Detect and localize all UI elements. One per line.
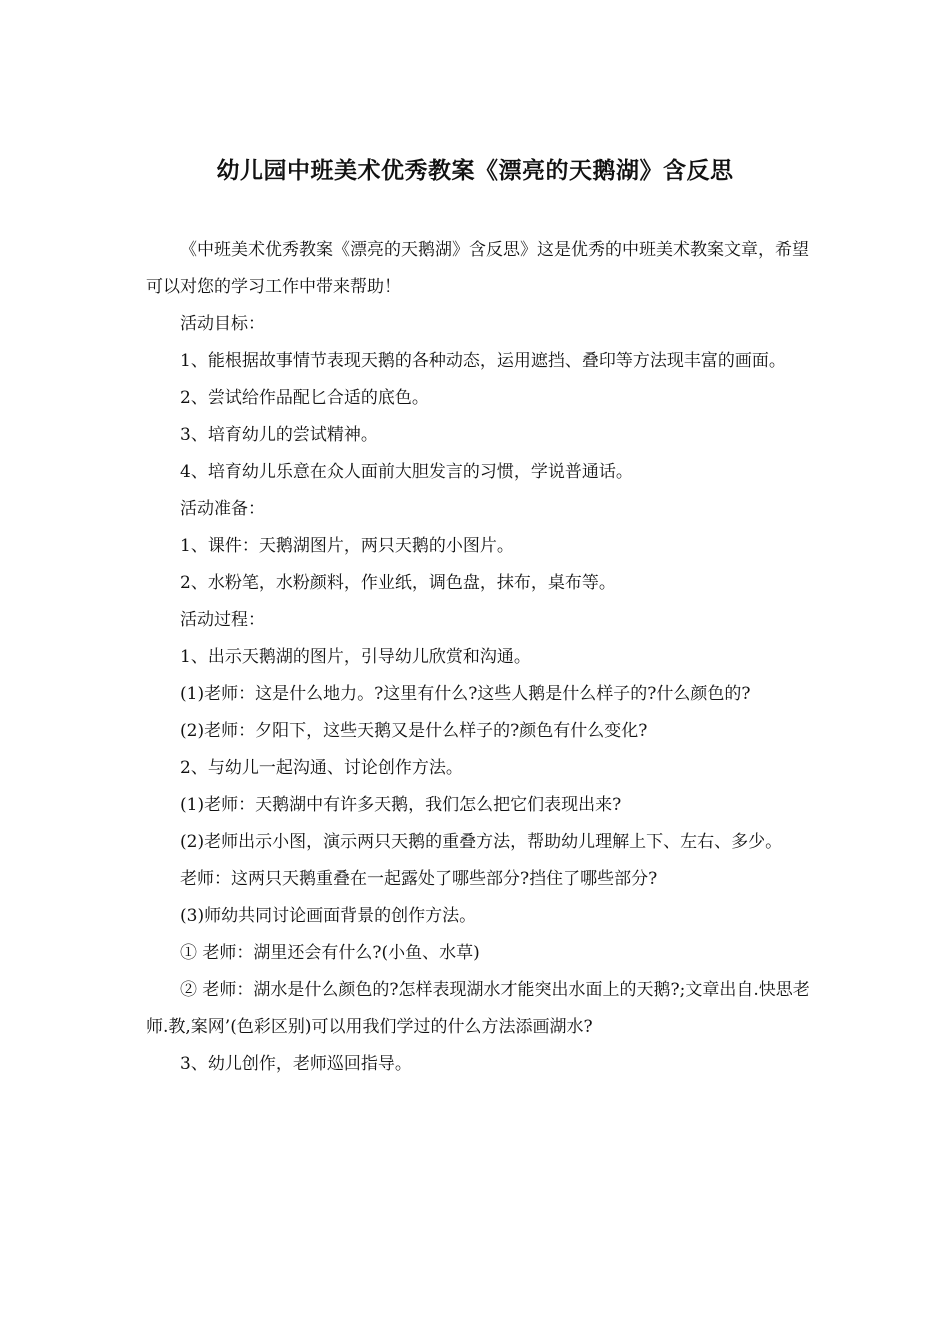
- paragraph-goal-4: 4、培育幼儿乐意在众人面前大胆发言的习惯，学说普通话。: [180, 462, 633, 482]
- paragraph-prep-2: 2、水粉笔，水粉颜料，作业纸，调色盘，抹布，桌布等。: [180, 573, 616, 593]
- paragraph-teacher-question: 老师：这两只天鹅重叠在一起露处了哪些部分?挡住了哪些部分?: [180, 869, 658, 889]
- document-title: 幼儿园中班美术优秀教案《漂亮的天鹅湖》含反思: [216, 158, 734, 184]
- paragraph-process-1-1: (1)老师：这是什么地力。?这里有什么?这些人鹅是什么样子的?什么颜色的?: [180, 684, 751, 704]
- paragraph-prep-1: 1、课件：天鹅湖图片，两只天鹅的小图片。: [180, 536, 514, 556]
- paragraph-goal-2: 2、尝试给作品配匕合适的底色。: [180, 388, 429, 408]
- paragraph-intro: 《中班美术优秀教案《漂亮的天鹅湖》含反思》这是优秀的中班美术教案文章，希望可以对您的学习工作中带来帮助！: [146, 240, 809, 297]
- paragraph-process-2-1: (1)老师：天鹅湖中有许多天鹅，我们怎么把它们表现出来?: [180, 795, 622, 815]
- paragraph-process-3: 3、幼儿创作，老师巡回指导。: [180, 1054, 412, 1074]
- paragraph-goal-1: 1、能根据故事情节表现天鹅的各种动态，运用遮挡、叠印等方法现丰富的画面。: [180, 351, 786, 371]
- paragraph-process-2-2: (2)老师出示小图，演示两只天鹅的重叠方法，帮助幼儿理解上下、左右、多少。: [180, 832, 783, 852]
- paragraph-process-1-2: (2)老师：夕阳下，这些天鹅又是什么样子的?颜色有什么变化?: [180, 721, 648, 741]
- heading-activity-process: 活动过程：: [180, 610, 265, 630]
- paragraph-circle-2: ② 老师：湖水是什么颜色的?怎样表现湖水才能突出水面上的天鹅?;文章出自.快思老师.教,案网’(色彩区别)可以用我们学过的什么方法添画湖水?: [146, 980, 810, 1037]
- heading-activity-prep: 活动准备：: [180, 499, 265, 519]
- paragraph-goal-3: 3、培育幼儿的尝试精神。: [180, 425, 378, 445]
- paragraph-process-1: 1、出示天鹅湖的图片，引导幼儿欣赏和沟通。: [180, 647, 531, 667]
- document-body: [146, 232, 810, 1083]
- paragraph-process-2-3: (3)师幼共同讨论画面背景的创作方法。: [180, 906, 477, 926]
- paragraph-circle-1: ① 老师：湖里还会有什么?(小鱼、水草): [180, 943, 480, 963]
- heading-activity-goals: 活动目标：: [180, 314, 265, 334]
- paragraph-process-2: 2、与幼儿一起沟通、讨论创作方法。: [180, 758, 463, 778]
